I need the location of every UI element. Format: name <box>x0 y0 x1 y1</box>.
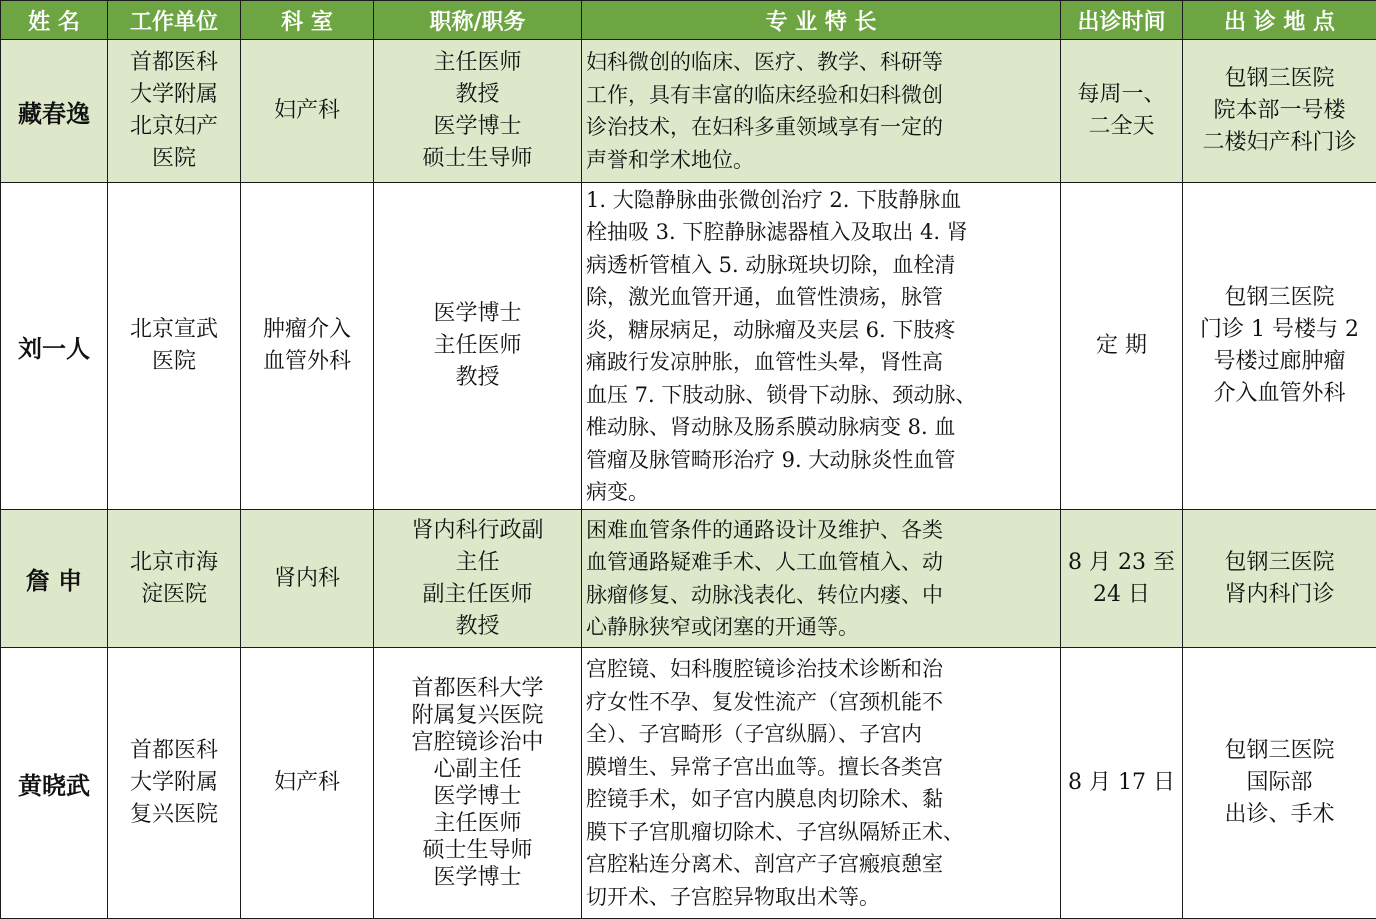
cell-line: 附属复兴医院 <box>411 703 544 728</box>
cell-line: 困难血管条件的通路设计及维护、各类 <box>586 517 943 542</box>
header-name: 姓 名 <box>1 1 108 40</box>
cell-line: 包钢三医院 <box>1224 738 1335 763</box>
cell-line: 脉瘤修复、动脉浅表化、转位内瘘、中 <box>586 582 943 607</box>
doctor-name: 藏春逸 <box>1 40 108 183</box>
cell-line: 栓抽吸 3. 下腔静脉滤器植入及取出 4. 肾 <box>586 220 968 244</box>
cell-line: 首都医科大学 <box>411 676 544 701</box>
table-row <box>1 648 1376 919</box>
cell-line: 血管外科 <box>262 349 351 374</box>
cell-line: 全）、子宫畸形（子宫纵膈）、子宫内 <box>586 722 922 746</box>
cell-line: 宫腔镜、妇科腹腔镜诊治技术诊断和治 <box>586 657 943 681</box>
department <box>241 183 374 510</box>
cell-line: 血压 7. 下肢动脉、锁骨下动脉、颈动脉、 <box>586 382 977 407</box>
department <box>241 40 374 183</box>
cell-line: 炎，糖尿病足，动脉瘤及夹层 6. 下肢疼 <box>586 317 956 342</box>
cell-line: 硕士生导师 <box>422 838 533 863</box>
cell-line: 管瘤及脉管畸形治疗 9. 大动脉炎性血管 <box>586 447 956 472</box>
cell-line: 大学附属 <box>129 82 218 107</box>
table-row <box>1 40 1376 183</box>
cell-line: 门诊 1 号楼与 2 <box>1200 317 1359 342</box>
table-row <box>1 510 1376 648</box>
work-unit <box>108 648 241 919</box>
cell-line: 妇产科 <box>273 98 340 123</box>
cell-line: 包钢三医院 <box>1224 549 1335 575</box>
cell-line: 出诊、手术 <box>1224 802 1335 827</box>
cell-line: 膜增生、异常子宫出血等。擅长各类宫 <box>586 754 943 779</box>
cell-line: 心副主任 <box>433 757 522 782</box>
work-unit <box>108 40 241 183</box>
cell-line: 首都医科 <box>129 50 218 75</box>
cell-line: 北京市海 <box>129 549 218 575</box>
table-row <box>1 183 1376 510</box>
clinic-location <box>1183 40 1376 183</box>
cell-line: 定 期 <box>1096 333 1147 358</box>
clinic-time <box>1061 648 1183 919</box>
header-dept: 科 室 <box>241 1 374 40</box>
cell-line: 医学博士 <box>433 114 522 139</box>
cell-line: 肿瘤介入 <box>262 317 351 342</box>
cell-line: 医学博士 <box>433 784 522 809</box>
cell-line: 大学附属 <box>129 770 218 795</box>
cell-line: 院本部一号楼 <box>1213 98 1346 123</box>
cell-line: 教授 <box>455 613 500 639</box>
cell-line: 医学博士 <box>433 301 522 326</box>
header-title: 职称/职务 <box>374 1 582 40</box>
work-unit <box>108 510 241 648</box>
specialty <box>582 183 1061 510</box>
cell-line: 痛跛行发凉肿胀，血管性头晕，肾性高 <box>586 350 943 374</box>
cell-line: 妇科微创的临床、医疗、教学、科研等 <box>586 50 943 74</box>
clinic-time <box>1061 510 1183 648</box>
cell-line: 主任 <box>455 549 500 575</box>
cell-line: 宫腔粘连分离术、剖宫产子宫瘢痕憩室 <box>586 852 943 876</box>
cell-line: 医学博士 <box>433 865 522 890</box>
cell-line: 复兴医院 <box>129 802 218 827</box>
specialty <box>582 40 1061 183</box>
cell-line: 肾内科门诊 <box>1224 581 1335 607</box>
specialty <box>582 510 1061 648</box>
cell-line: 除，激光血管开通，血管性溃疡，脉管 <box>586 285 943 309</box>
cell-line: 二全天 <box>1088 114 1155 139</box>
cell-line: 8 月 17 日 <box>1068 770 1175 795</box>
cell-line: 北京宣武 <box>129 317 218 342</box>
cell-line: 工作，具有丰富的临床经验和妇科微创 <box>586 82 943 107</box>
header-row <box>1 1 1376 40</box>
work-unit <box>108 183 241 510</box>
cell-line: 声誉和学术地位。 <box>586 147 754 172</box>
cell-line: 1. 大隐静脉曲张微创治疗 2. 下肢静脉血 <box>586 187 962 212</box>
job-title <box>374 40 582 183</box>
cell-line: 号楼过廊肿瘤 <box>1213 349 1346 374</box>
cell-line: 医院 <box>151 349 196 374</box>
job-title <box>374 510 582 648</box>
doctor-name: 詹 申 <box>1 510 108 648</box>
cell-line: 病变。 <box>586 480 649 504</box>
cell-line: 膜下子宫肌瘤切除术、子宫纵隔矫正术、 <box>586 819 964 844</box>
cell-line: 肾内科 <box>273 565 340 591</box>
cell-line: 介入血管外科 <box>1213 381 1346 406</box>
cell-line: 国际部 <box>1246 770 1313 795</box>
cell-line: 每周一、 <box>1077 82 1166 107</box>
cell-line: 妇产科 <box>273 770 340 795</box>
doctor-name: 黄晓武 <box>1 648 108 919</box>
clinic-location <box>1183 183 1376 510</box>
department <box>241 648 374 919</box>
cell-line: 24 日 <box>1093 581 1150 607</box>
department <box>241 510 374 648</box>
cell-line: 包钢三医院 <box>1224 285 1335 310</box>
job-title <box>374 183 582 510</box>
cell-line: 宫腔镜诊治中 <box>411 730 544 755</box>
cell-line: 二楼妇产科门诊 <box>1202 130 1357 155</box>
doctor-name: 刘一人 <box>1 183 108 510</box>
cell-line: 切开术、子宫腔异物取出术等。 <box>586 884 880 909</box>
cell-line: 教授 <box>455 82 500 107</box>
cell-line: 诊治技术，在妇科多重领域享有一定的 <box>586 115 943 139</box>
cell-line: 首都医科 <box>129 738 218 763</box>
cell-line: 主任医师 <box>433 811 522 836</box>
cell-line: 硕士生导师 <box>422 146 533 171</box>
cell-line: 椎动脉、肾动脉及肠系膜动脉病变 8. 血 <box>586 415 956 439</box>
cell-line: 副主任医师 <box>422 581 533 607</box>
clinic-time <box>1061 40 1183 183</box>
clinic-location <box>1183 648 1376 919</box>
cell-line: 病透析管植入 5. 动脉斑块切除，血栓清 <box>586 252 956 277</box>
job-title <box>374 648 582 919</box>
header-specialty: 专 业 特 长 <box>582 1 1061 40</box>
cell-line: 教授 <box>455 365 500 390</box>
cell-line: 血管通路疑难手术、人工血管植入、动 <box>586 550 943 574</box>
cell-line: 主任医师 <box>433 333 522 358</box>
cell-line: 包钢三医院 <box>1224 66 1335 91</box>
cell-line: 心静脉狭窄或闭塞的开通等。 <box>586 615 859 639</box>
cell-line: 主任医师 <box>433 50 522 75</box>
cell-line: 淀医院 <box>140 581 207 607</box>
cell-line: 腔镜手术，如子宫内膜息肉切除术、黏 <box>586 787 943 811</box>
header-location: 出 诊 地 点 <box>1183 1 1376 40</box>
cell-line: 北京妇产 <box>129 114 218 139</box>
cell-line: 医院 <box>151 146 196 171</box>
cell-line: 疗女性不孕、复发性流产（宫颈机能不 <box>586 689 943 714</box>
specialty <box>582 648 1061 919</box>
clinic-time <box>1061 183 1183 510</box>
cell-line: 肾内科行政副 <box>411 517 544 543</box>
cell-line: 8 月 23 至 <box>1068 549 1175 575</box>
header-time: 出诊时间 <box>1061 1 1183 40</box>
clinic-location <box>1183 510 1376 648</box>
header-unit: 工作单位 <box>108 1 241 40</box>
